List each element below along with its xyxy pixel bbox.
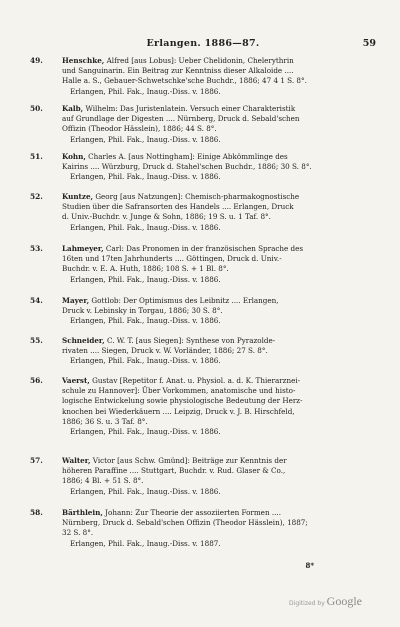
digitization-watermark — [289, 594, 362, 609]
entry-text-line — [62, 152, 378, 162]
entry-text-line: schule zu Hannover]: Über Vorkommen, anatomische und histo- — [62, 386, 296, 396]
entry-number: 58. — [30, 508, 43, 517]
page-number: 59 — [362, 38, 376, 49]
entry-text-line — [62, 456, 378, 466]
entry-body — [62, 244, 378, 285]
entry-text-line: Studien über die Safransorten des Handels .... Erlangen, Druck — [62, 202, 294, 212]
entry-body — [62, 508, 378, 549]
entry-faculty-line: Erlangen, Phil. Fak., Inaug.-Diss. v. 1886. — [70, 427, 221, 437]
entry-body — [62, 152, 378, 183]
entry-text-line: logische Entwickelung sowie physiologische Bedeutung der Herz- — [62, 396, 303, 406]
entry-body — [62, 376, 378, 437]
entry-title-text: Gustav [Repetitor f. Anat. u. Physiol. a. d. K. Thierarznei- — [89, 376, 301, 385]
entry-text-line — [62, 508, 378, 518]
bibliography-entry — [30, 56, 378, 97]
author-name: Lahmeyer, — [62, 244, 104, 253]
author-name: Walter, — [62, 456, 91, 465]
author-name: Kalb, — [62, 104, 84, 113]
entry-faculty-line: Erlangen, Phil. Fak., Inaug.-Diss. v. 1887. — [70, 538, 221, 548]
bibliography-entry — [30, 296, 378, 327]
bibliography-entry — [30, 376, 378, 437]
author-name: Mayer, — [62, 296, 90, 305]
entry-title-text: Georg [aus Natzungen]: Chemisch-pharmakognostische — [93, 192, 300, 201]
entry-faculty-line: Erlangen, Phil. Fak., Inaug.-Diss. v. 1886. — [70, 172, 221, 182]
entry-title-text: Victor [aus Schw. Gmünd]: Beiträge zur Kenntnis der — [90, 456, 287, 465]
entry-text-line: Nürnberg, Druck d. Sebald'schen Offizin (Theodor Hässlein), 1887; — [62, 518, 308, 528]
entry-body — [62, 56, 378, 97]
entry-body — [62, 456, 378, 497]
entry-text-line — [62, 56, 378, 66]
entry-number: 54. — [30, 296, 43, 305]
entry-title-text: C. W. T. [aus Siegen]: Synthese von Pyrazolde- — [104, 336, 276, 345]
entry-text-line: Buchdr. v. E. A. Huth, 1886; 108 S. + 1 Bl. 8°. — [62, 264, 229, 274]
entry-faculty-line: Erlangen, Phil. Fak., Inaug.-Diss. v. 1886. — [70, 222, 221, 232]
entry-number: 55. — [30, 336, 43, 345]
entry-body — [62, 104, 378, 145]
entry-text-line — [62, 192, 378, 202]
entry-number: 49. — [30, 56, 43, 65]
entry-text-line: auf Grundlage der Digesten .... Nürnberg, Druck d. Sebald'schen — [62, 114, 300, 124]
entry-title-text: Charles A. [aus Nottingham]: Einige Abkömmlinge des — [85, 152, 288, 161]
author-name: Kohn, — [62, 152, 86, 161]
entry-faculty-line: Erlangen, Phil. Fak., Inaug.-Diss. v. 1886. — [70, 356, 221, 366]
author-name: Bärthlein, — [62, 508, 103, 517]
author-name: Kuntze, — [62, 192, 94, 201]
entry-text-line: 16ten und 17ten Jahrhunderts .... Göttingen, Druck d. Univ.- — [62, 254, 282, 264]
entry-text-line — [62, 104, 378, 114]
entry-title-text: Wilhelm: Das Juristenlatein. Versuch einer Charakteristik — [83, 104, 296, 113]
author-name: Vaerst, — [62, 376, 90, 385]
entry-text-line: 1886; 36 S. u. 3 Taf. 8°. — [62, 416, 148, 426]
entry-number: 52. — [30, 192, 43, 201]
entry-text-line: rivaten .... Siegen, Druck v. W. Vorländer, 1886; 27 S. 8°. — [62, 346, 268, 356]
bibliography-entry — [30, 244, 378, 285]
entry-body — [62, 336, 378, 367]
bibliography-entry — [30, 508, 378, 549]
google-logo: Google — [326, 594, 362, 608]
entry-text-line: höheren Paraffine .... Stuttgart, Buchdr. v. Rud. Glaser & Co., — [62, 466, 286, 476]
bibliography-entry — [30, 192, 378, 233]
entry-faculty-line: Erlangen, Phil. Fak., Inaug.-Diss. v. 1886. — [70, 274, 221, 284]
digitized-by-label: Digitized by — [289, 600, 325, 607]
entry-title-text: Carl: Das Pronomen in der französischen Sprache des — [103, 244, 304, 253]
entry-number: 57. — [30, 456, 43, 465]
entry-text-line: knochen bei Wiederkäuern .... Leipzig, Druck v. J. B. Hirschfeld, — [62, 406, 295, 416]
entry-title-text: Johann: Zur Theorie der assoziierten Formen .... — [102, 508, 281, 517]
entry-text-line: 1886; 4 Bl. + 51 S. 8°. — [62, 476, 144, 486]
entry-faculty-line: Erlangen, Phil. Fak., Inaug.-Diss. v. 1886. — [70, 316, 221, 326]
entry-text-line: Druck v. Lebinsky in Torgau, 1886; 30 S. 8°. — [62, 306, 223, 316]
entry-text-line — [62, 336, 378, 346]
author-name: Henschke, — [62, 56, 105, 65]
bibliography-entry — [30, 336, 378, 367]
entry-text-line: d. Univ.-Buchdr. v. Junge & Sohn, 1886; 19 S. u. 1 Taf. 8°. — [62, 212, 271, 222]
entry-text-line: Kairins .... Würzburg, Druck d. Stahel'schen Buchdr., 1886; 30 S. 8°. — [62, 162, 312, 172]
entry-faculty-line: Erlangen, Phil. Fak., Inaug.-Diss. v. 1886. — [70, 86, 221, 96]
entry-text-line — [62, 296, 378, 306]
entry-text-line: Halle a. S., Gebauer-Schwetschke'sche Buchdr., 1886; 47 4 1 S. 8°. — [62, 76, 307, 86]
bibliography-entry — [30, 456, 378, 497]
entry-text-line: Offizin (Theodor Hässlein), 1886; 44 S. 8°. — [62, 124, 217, 134]
entry-title-text: Alfred [aus Lobus]: Ueber Chelidonin, Chelerythrin — [104, 56, 294, 65]
entry-text-line — [62, 244, 378, 254]
entry-text-line — [62, 376, 378, 386]
entry-number: 56. — [30, 376, 43, 385]
signature-mark: 8* — [305, 561, 314, 570]
bibliography-entry — [30, 104, 378, 145]
running-title: Erlangen. 1886—87. — [146, 38, 260, 49]
entry-body — [62, 192, 378, 233]
entry-number: 53. — [30, 244, 43, 253]
entry-faculty-line: Erlangen, Phil. Fak., Inaug.-Diss. v. 1886. — [70, 486, 221, 496]
page-header — [30, 38, 376, 52]
bibliography-entry — [30, 152, 378, 183]
author-name: Schneider, — [62, 336, 105, 345]
entry-title-text: Gottlob: Der Optimismus des Leibnitz .... Erlangen, — [89, 296, 279, 305]
entry-text-line: 32 S. 8°. — [62, 528, 94, 538]
entry-text-line: und Sanguinarin. Ein Beitrag zur Kenntniss dieser Alkaloide .... — [62, 66, 294, 76]
entry-number: 50. — [30, 104, 43, 113]
entry-faculty-line: Erlangen, Phil. Fak., Inaug.-Diss. v. 1886. — [70, 134, 221, 144]
entry-number: 51. — [30, 152, 43, 161]
entry-body — [62, 296, 378, 327]
